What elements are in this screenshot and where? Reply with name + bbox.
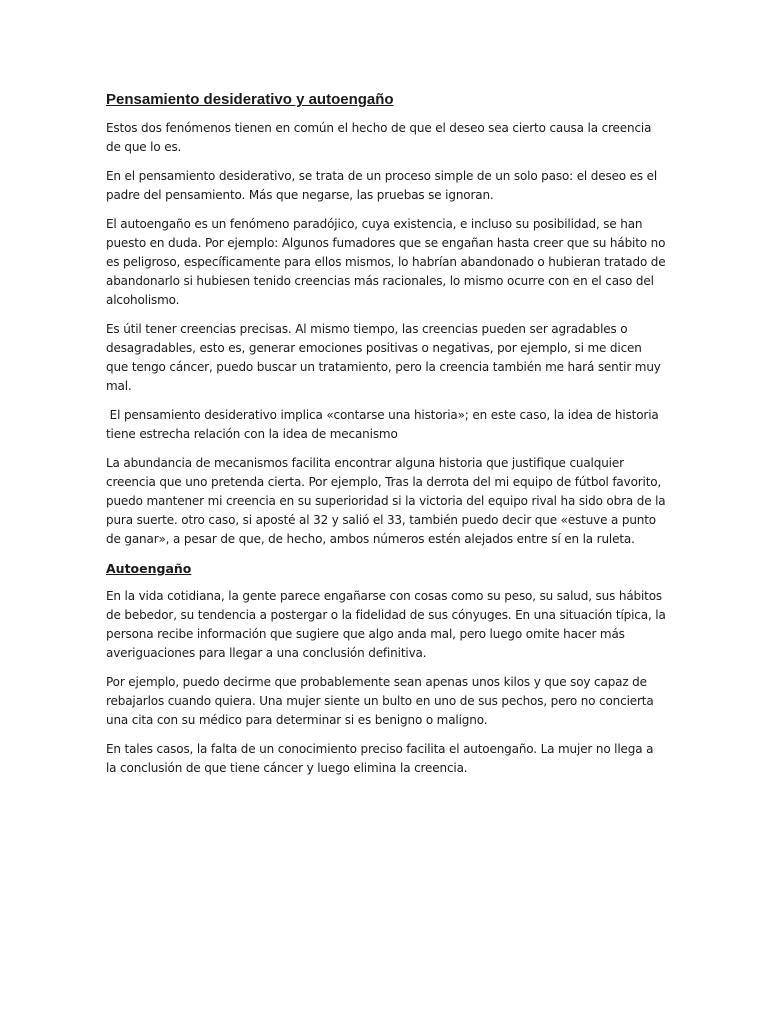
paragraph-3: El autoengaño es un fenómeno paradójico, cuya existencia, e incluso su posibilidad, se han puesto en duda. Por ejemplo: Algunos fumadores que se engañan hasta creer que su hábito no es peligroso, específicamente para ellos mismos, lo habrían abandonado o hubieran tratado de abandonarlo si hubiesen tenido creencias más racionales, lo mismo ocurre con en el caso del alcoholismo. <box>106 217 666 307</box>
paragraph-9: En tales casos, la falta de un conocimiento preciso facilita el autoengaño. La mujer no llega a la conclusión de que tiene cáncer y luego elimina la creencia. <box>106 742 654 775</box>
paragraph-1: Estos dos fenómenos tienen en común el hecho de que el deseo sea cierto causa la creencia de que lo es. <box>106 121 652 154</box>
document-page <box>106 90 666 788</box>
section-heading-autoengano: Autoengaño <box>106 561 192 576</box>
paragraph-2: En el pensamiento desiderativo, se trata de un proceso simple de un solo paso: el deseo es el padre del pensamiento. Más que negarse, las pruebas se ignoran. <box>106 169 658 202</box>
document-title: Pensamiento desiderativo y autoengaño <box>106 91 394 108</box>
paragraph-6: La abundancia de mecanismos facilita encontrar alguna historia que justifique cualquier creencia que uno pretenda cierta. Por ejemplo, Tras la derrota del mi equipo de fútbol favorito, puedo mantener mi creencia en su superioridad si la victoria del equipo rival ha sido obra de la pura suerte. otro caso, si aposté al 32 y salió el 33, también puedo decir que «estuve a punto de ganar», a pesar de que, de hecho, ambos números estén alejados entre sí en la ruleta. <box>106 456 666 546</box>
paragraph-7: En la vida cotidiana, la gente parece engañarse con cosas como su peso, su salud, sus hábitos de bebedor, su tendencia a postergar o la fidelidad de sus cónyuges. En una situación típica, la persona recibe información que sugiere que algo anda mal, pero luego omite hacer más averiguaciones para llegar a una conclusión definitiva. <box>106 589 666 660</box>
paragraph-4: Es útil tener creencias precisas. Al mismo tiempo, las creencias pueden ser agradables o desagradables, esto es, generar emociones positivas o negativas, por ejemplo, si me dicen que tengo cáncer, puedo buscar un tratamiento, pero la creencia también me hará sentir muy mal. <box>106 322 661 393</box>
paragraph-8: Por ejemplo, puedo decirme que probablemente sean apenas unos kilos y que soy capaz de rebajarlos cuando quiera. Una mujer siente un bulto en uno de sus pechos, pero no concierta una cita con su médico para determinar si es benigno o maligno. <box>106 675 654 727</box>
paragraph-5: El pensamiento desiderativo implica «contarse una historia»; en este caso, la idea de historia tiene estrecha relación con la idea de mecanismo <box>106 408 663 441</box>
